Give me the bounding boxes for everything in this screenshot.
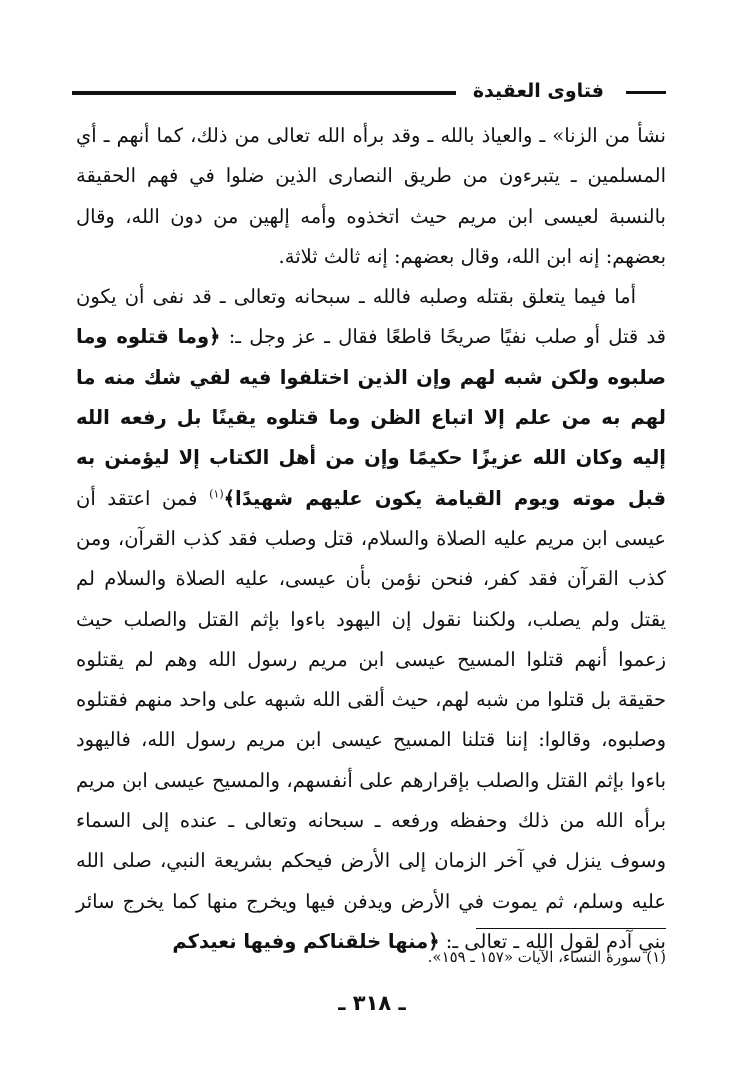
running-header-title: فتاوى العقيدة (472, 80, 604, 102)
running-header (72, 78, 666, 104)
footnote-rule (476, 928, 666, 929)
footnote: (١) سورة النساء، الآيات «١٥٧ ـ ١٥٩». (427, 948, 666, 966)
paragraph-2-body: فمن اعتقد أن عيسى ابن مريم عليه الصلاة والسلام، قتل وصلب فقد كذب القرآن، ومن كذب القرآن فقد كفر، فنحن نؤمن بأن عيسى، عليه الصلاة والسلام لم يقتل ولم يصلب، ولكننا نقول إن اليهود باءوا بإثم القتل والصلب حيث زعموا أنهم قتلوا المسيح عيسى ابن مريم رسول الله وهم لم يقتلوه حقيقة بل قتلوا من شبه لهم، حيث ألقى الله شبهه على واحد منهم فقتلوه وصلبوه، وقالوا: إننا قتلنا المسيح عيسى ابن مريم رسول الله، فاليهود باءوا بإثم القتل والصلب بإقرارهم على أنفسهم، والمسيح عيسى ابن مريم برأه الله من ذلك وحفظه ورفعه ـ سبحانه وتعالى ـ عنده إلى السماء وسوف ينزل في آخر الزمان إلى الأرض فيحكم بشريعة النبي، صلى الله عليه وسلم، ثم يموت في الأرض ويدفن فيها ويخرج منها كما يخرج سائر بني آدم لقول الله ـ تعالى ـ: (76, 486, 666, 953)
paragraph-2-intro: أما فيما يتعلق بقتله وصلبه فالله ـ سبحانه وتعالى ـ قد نفى أن يكون قد قتل أو صلب نفيًا صريحًا قاطعًا فقال ـ عز وجل ـ: (76, 285, 667, 349)
main-text (76, 116, 666, 962)
paragraph-1: نشأ من الزنا» ـ والعياذ بالله ـ وقد برأه الله تعالى من ذلك، كما أنهم ـ أي المسلمين ـ يتبرءون من طريق النصارى الذين ضلوا في فهم الحقيقة بالنسبة لعيسى ابن مريم حيث اتخذوه وأمه إلهين من دون الله، وقال بعضهم: إنه ابن الله، وقال بعضهم: إنه ثالث ثلاثة. (76, 124, 666, 268)
footnote-marker: (١) (209, 487, 224, 501)
header-dash (626, 91, 666, 94)
page-number: ـ ٣١٨ ـ (338, 991, 406, 1015)
quran-verse-2: ﴿منها خلقناكم وفيها نعيدكم (172, 929, 440, 953)
paragraph-2 (76, 277, 666, 962)
quran-verse: ﴿وما قتلوه وما صلبوه ولكن شبه لهم وإن الذين اختلفوا فيه لفي شك منه ما لهم به من علم إلا اتباع الظن وما قتلوه يقينًا بل رفعه الله إليه وكان الله عزيزًا حكيمًا وإن من أهل الكتاب إلا ليؤمنن به قبل موته ويوم القيامة يكون عليهم شهيدًا﴾ (76, 325, 666, 510)
header-rule (72, 91, 456, 95)
